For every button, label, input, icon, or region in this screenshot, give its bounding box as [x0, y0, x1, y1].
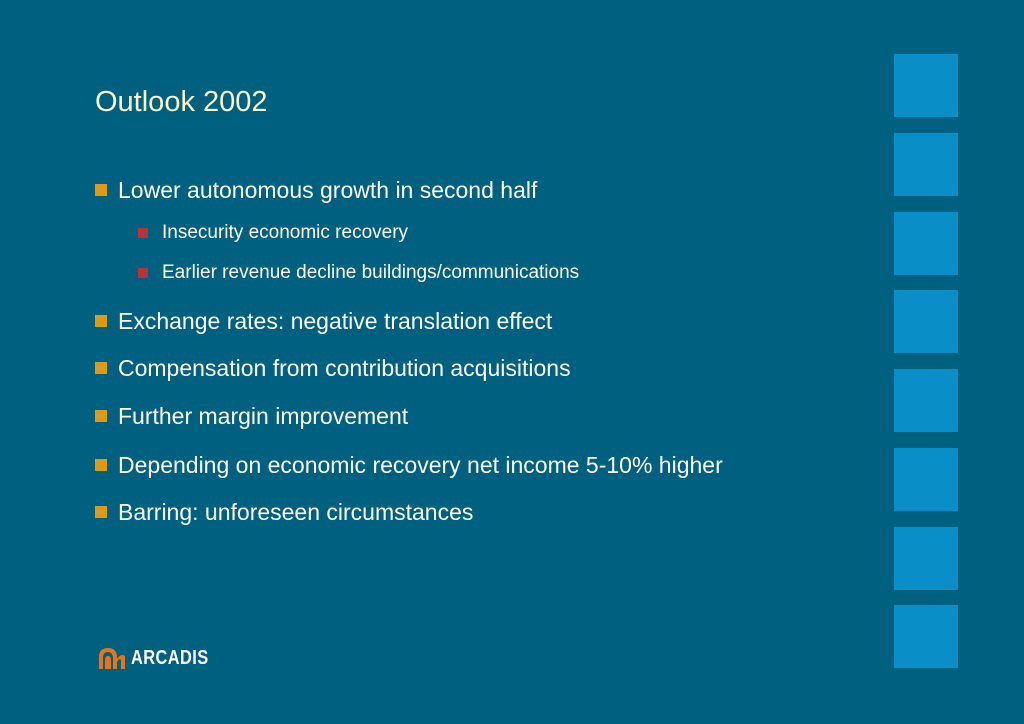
sub-bullet-item — [138, 220, 408, 246]
sub-bullet-marker-icon — [138, 268, 148, 278]
bullet-marker-icon — [95, 459, 107, 471]
decorative-square — [894, 448, 958, 511]
bullet-item — [95, 401, 408, 431]
bullet-item — [95, 353, 571, 383]
decorative-square — [894, 212, 958, 275]
logo-text: ARCADIS — [131, 646, 209, 669]
bullet-marker-icon — [95, 506, 107, 518]
sub-bullet-text: Earlier revenue decline buildings/communications — [162, 262, 580, 283]
decorative-square — [894, 54, 958, 117]
bullet-text: Barring: unforeseen circumstances — [118, 498, 474, 525]
decorative-square — [894, 133, 958, 196]
slide-title: Outlook 2002 — [95, 86, 268, 118]
bullet-item — [95, 450, 723, 480]
sub-bullet-text: Insecurity economic recovery — [162, 222, 409, 243]
bullet-text: Compensation from contribution acquisitions — [118, 354, 571, 381]
decorative-square — [894, 527, 958, 590]
bullet-item — [95, 306, 552, 336]
sub-bullet-marker-icon — [138, 228, 148, 238]
bullet-marker-icon — [95, 315, 107, 327]
bullet-text: Further margin improvement — [118, 402, 409, 429]
sub-bullet-item — [138, 260, 579, 286]
decorative-square — [894, 290, 958, 353]
bullet-marker-icon — [95, 184, 107, 196]
bullet-item — [95, 175, 537, 205]
company-logo — [97, 644, 226, 672]
bullet-marker-icon — [95, 362, 107, 374]
bullet-text: Depending on economic recovery net income 5-10% higher — [118, 451, 723, 478]
bullet-text: Lower autonomous growth in second half — [118, 176, 538, 203]
arcadis-logo-icon — [97, 645, 127, 671]
decorative-square — [894, 369, 958, 432]
bullet-item — [95, 497, 473, 527]
bullet-marker-icon — [95, 410, 107, 422]
decorative-square — [894, 605, 958, 668]
bullet-text: Exchange rates: negative translation effect — [118, 307, 553, 334]
decorative-square-column — [894, 54, 958, 669]
